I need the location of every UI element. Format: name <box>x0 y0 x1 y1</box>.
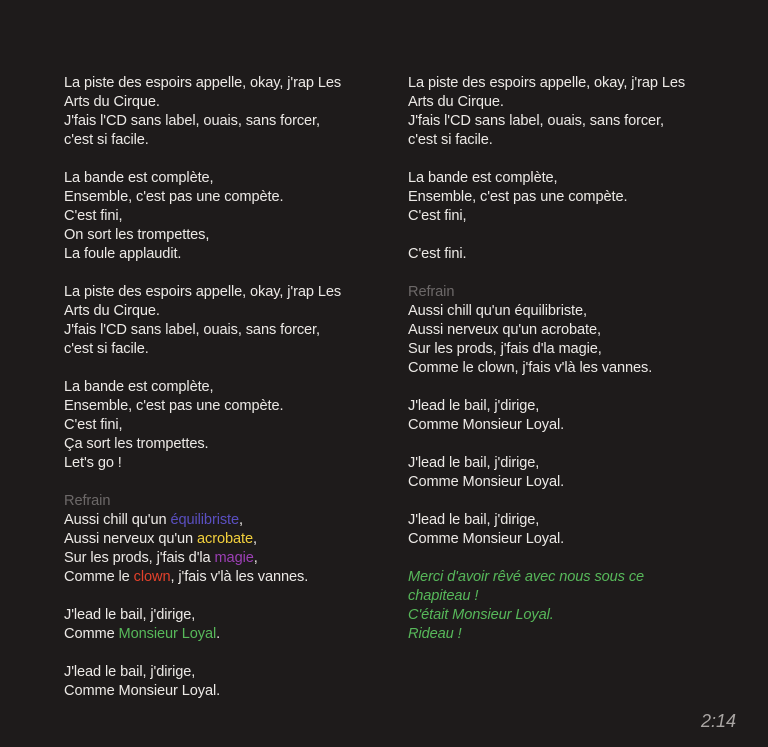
lyric-line: C'est fini, <box>64 417 123 433</box>
lyric-text: Sur les prods, j'fais d'la <box>64 550 215 566</box>
outro-line: Merci d'avoir rêvé avec nous sous ce <box>408 569 645 585</box>
lyric-line: Comme Monsieur Loyal. <box>408 474 565 490</box>
lyric-text: Aussi chill qu'un <box>64 512 171 528</box>
lyric-line: c'est si facile. <box>64 132 149 148</box>
lyric-line: Arts du Cirque. <box>64 303 160 319</box>
refrain-line <box>64 549 394 568</box>
lyric-text: , <box>253 550 258 566</box>
lyrics-column-right <box>408 74 738 644</box>
stanza-gap <box>64 644 394 663</box>
lyric-line: C'est fini, <box>64 208 123 224</box>
lyric-line: J'fais l'CD sans label, ouais, sans forcer, <box>64 322 320 338</box>
stanza-gap <box>64 587 394 606</box>
lyric-line: La bande est complète, <box>64 170 214 186</box>
lyric-line: La foule applaudit. <box>64 246 182 262</box>
lyric-line: Ça sort les trompettes. <box>64 436 209 452</box>
refrain-line <box>64 530 394 549</box>
stanza-gap <box>408 549 738 568</box>
refrain-line: Aussi chill qu'un équilibriste, <box>408 303 587 319</box>
stanza-gap <box>64 359 394 378</box>
lyric-line: Ensemble, c'est pas une compète. <box>64 398 284 414</box>
lyric-line: J'lead le bail, j'dirige, <box>408 512 540 528</box>
refrain-line: Comme le clown, j'fais v'là les vannes. <box>408 360 653 376</box>
lyric-line: Comme Monsieur Loyal. <box>64 683 221 699</box>
lyric-line: Comme Monsieur Loyal. <box>408 417 565 433</box>
stanza-gap <box>408 435 738 454</box>
lyric-line: c'est si facile. <box>64 341 149 357</box>
stanza-gap <box>408 378 738 397</box>
refrain-label: Refrain <box>64 493 111 509</box>
lyric-line: J'lead le bail, j'dirige, <box>64 607 196 623</box>
lyric-line: La piste des espoirs appelle, okay, j'rap Les <box>64 284 342 300</box>
stanza-gap <box>408 264 738 283</box>
refrain-line: Aussi nerveux qu'un acrobate, <box>408 322 601 338</box>
refrain-line: Sur les prods, j'fais d'la magie, <box>408 341 602 357</box>
lyric-line: Comme Monsieur Loyal. <box>408 531 565 547</box>
stanza-gap <box>64 264 394 283</box>
lyric-text: Aussi nerveux qu'un <box>64 531 198 547</box>
stanza-gap <box>64 473 394 492</box>
highlight-monsieur-loyal: Monsieur Loyal <box>118 626 217 642</box>
lyric-line: La bande est complète, <box>408 170 558 186</box>
highlight-clown: clown <box>133 569 171 585</box>
stanza-gap <box>408 150 738 169</box>
refrain-line <box>64 568 394 587</box>
lyric-line: La piste des espoirs appelle, okay, j'rap Les <box>408 75 686 91</box>
outro-line: Rideau ! <box>408 626 462 642</box>
lyric-text: , j'fais v'là les vannes. <box>170 569 309 585</box>
lyric-line: C'est fini, <box>408 208 467 224</box>
lyric-line: La piste des espoirs appelle, okay, j'rap Les <box>64 75 342 91</box>
lyric-line <box>64 625 394 644</box>
highlight-magie: magie <box>214 550 254 566</box>
lyric-text: , <box>253 531 257 547</box>
lyric-text: , <box>239 512 243 528</box>
lyric-text: Comme <box>64 626 119 642</box>
lyric-line: J'lead le bail, j'dirige, <box>408 398 540 414</box>
stanza-gap <box>408 492 738 511</box>
lyric-text: . <box>216 626 221 642</box>
lyric-line: Arts du Cirque. <box>408 94 504 110</box>
lyric-line: C'est fini. <box>408 246 467 262</box>
lyric-line: Ensemble, c'est pas une compète. <box>408 189 628 205</box>
track-timestamp: 2:14 <box>700 711 736 731</box>
outro-line: chapiteau ! <box>408 588 479 604</box>
lyric-line: J'fais l'CD sans label, ouais, sans forcer, <box>64 113 320 129</box>
refrain-line <box>64 511 394 530</box>
highlight-equilibriste: équilibriste <box>170 512 240 528</box>
stanza-gap <box>64 150 394 169</box>
lyric-line: Ensemble, c'est pas une compète. <box>64 189 284 205</box>
lyric-line: On sort les trompettes, <box>64 227 210 243</box>
lyric-line: J'lead le bail, j'dirige, <box>408 455 540 471</box>
highlight-acrobate: acrobate <box>197 531 254 547</box>
lyric-line: Let's go ! <box>64 455 122 471</box>
lyrics-column-left <box>64 74 394 701</box>
lyric-line: c'est si facile. <box>408 132 493 148</box>
stanza-gap <box>408 226 738 245</box>
lyric-text: Comme le <box>64 569 134 585</box>
lyric-line: J'fais l'CD sans label, ouais, sans forcer, <box>408 113 664 129</box>
lyric-line: Arts du Cirque. <box>64 94 160 110</box>
lyric-line: J'lead le bail, j'dirige, <box>64 664 196 680</box>
outro-line: C'était Monsieur Loyal. <box>408 607 554 623</box>
lyric-line: La bande est complète, <box>64 379 214 395</box>
refrain-label: Refrain <box>408 284 455 300</box>
